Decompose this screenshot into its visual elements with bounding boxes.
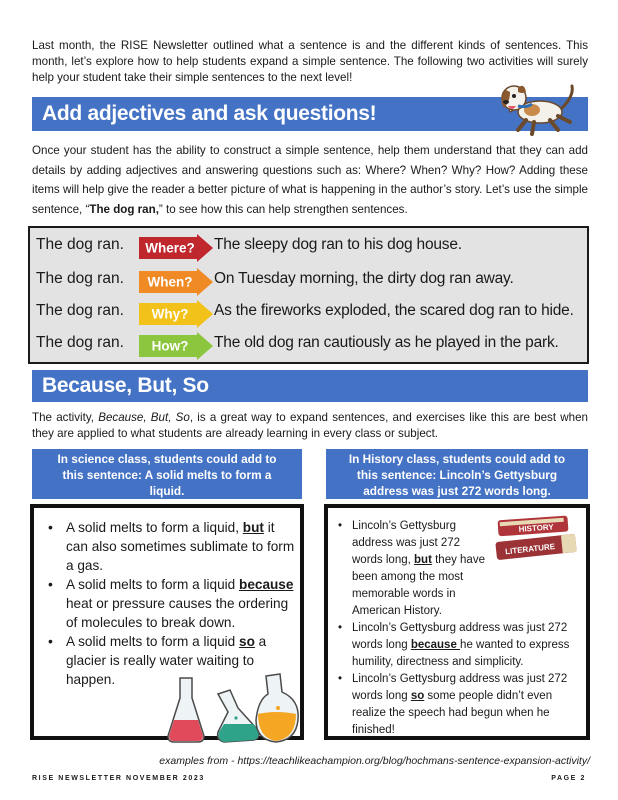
why-arrow-tag	[139, 300, 214, 328]
books-history-label: HISTORY	[518, 522, 554, 534]
because-but-so-paragraph: The activity, Because, But, So, is a great way to expand sentences, and exercises like this are best when they are applied to what students are already learning in every class or subject.	[32, 411, 588, 440]
how-arrow-tag	[139, 332, 214, 360]
example-base-sentence: The dog ran.	[36, 236, 124, 253]
history-literature-books-illustration	[492, 512, 584, 562]
example-expanded-sentence: As the fireworks exploded, the scared dog ran to hide.	[214, 302, 574, 319]
examples-box	[28, 226, 589, 364]
example-expanded-sentence: On Tuesday morning, the dirty dog ran away.	[214, 270, 514, 287]
footer-newsletter-date: RISE NEWSLETTER NOVEMBER 2023	[32, 775, 205, 782]
section-title-adjectives: Add adjectives and ask questions!	[32, 97, 588, 131]
adjectives-paragraph: Once your student has the ability to construct a simple sentence, help them understand that they can add details by adding adjectives and answering questions such as: Where? When? Why? How? Adding these items will help give the reader a better picture of what is happening in the author’s story. Let’s use the simple sentence, “The dog ran,” to see how this can help strengthen sentences.	[32, 144, 588, 216]
example-expanded-sentence: The sleepy dog ran to his dog house.	[214, 236, 462, 253]
example-base-sentence: The dog ran.	[36, 302, 124, 319]
list-item: • Lincoln’s Gettysburg address was just 272 words long because he wanted to express humility, directness and simplicity.	[352, 620, 584, 671]
intro-paragraph: Last month, the RISE Newsletter outlined what a sentence is and the different kinds of sentences. This month, let’s explore how to help students expand a simple sentence. The following two activities will surely help your student take their simple sentences to the next level!	[32, 39, 588, 84]
list-item: • Lincoln’s Gettysburg address was just 272 words long so some people didn’t even realize the speech had begun when he finished!	[352, 671, 584, 739]
list-item: • A solid melts to form a liquid, but it can also sometimes sublimate to form a gas.	[66, 518, 300, 575]
section-title-because-but-so: Because, But, So	[32, 370, 588, 402]
example-row-when	[36, 268, 586, 294]
how-tag-label: How?	[151, 338, 189, 354]
example-row-where	[36, 234, 586, 260]
books-literature-label: LITERATURE	[504, 542, 556, 557]
science-heading: In science class, students could add to this sentence: A solid melts to form a liquid.	[32, 449, 302, 499]
when-arrow-tag	[139, 268, 214, 296]
list-item: • A solid melts to form a liquid because heat or pressure causes the ordering of molecules to break down.	[66, 575, 300, 632]
science-examples-list	[66, 518, 300, 689]
running-dog-illustration	[496, 78, 578, 136]
example-base-sentence: The dog ran.	[36, 334, 124, 351]
when-tag-label: When?	[147, 274, 193, 290]
why-tag-label: Why?	[151, 306, 189, 322]
source-credit: examples from - https://teachlikeachampion.org/blog/hochmans-sentence-expansion-activity/	[159, 755, 590, 767]
list-item: • Lincoln’s Gettysburg address was just 272 words long, but they have been among the most memorable words in American History.	[352, 518, 584, 620]
footer-page-number: PAGE 2	[551, 775, 586, 782]
example-expanded-sentence: The old dog ran cautiously as he played in the park.	[214, 334, 559, 351]
example-base-sentence: The dog ran.	[36, 270, 124, 287]
science-flasks-illustration	[166, 668, 306, 744]
example-row-why	[36, 300, 586, 326]
list-item: • A solid melts to form a liquid so a glacier is really water waiting to happen.	[66, 632, 300, 689]
example-row-how	[36, 332, 586, 358]
where-arrow-tag	[139, 234, 214, 262]
history-heading: In History class, students could add to this sentence: Lincoln’s Gettysburg address was just 272 words long.	[326, 449, 588, 499]
where-tag-label: Where?	[145, 240, 195, 256]
